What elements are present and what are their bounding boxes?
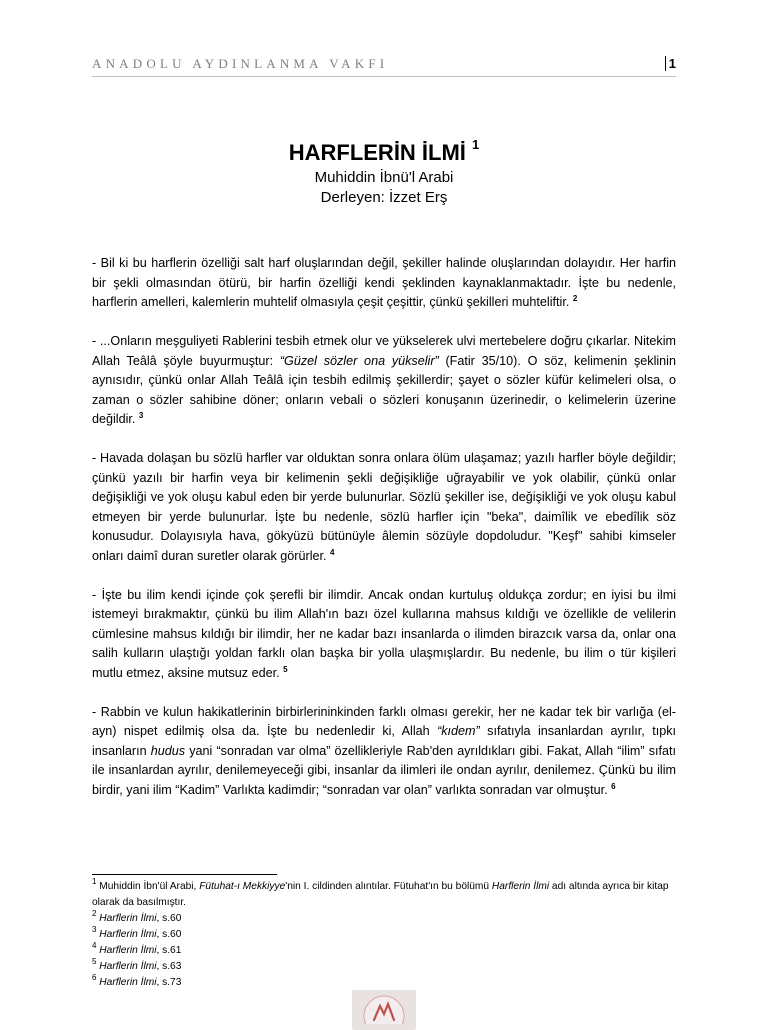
page-number-value: 1 [668,56,676,71]
footnote-ref: 6 [611,781,616,791]
paragraph [92,449,676,566]
term-italic: “kıdem” [437,724,480,738]
header-rule [92,76,676,77]
document-title [92,138,676,168]
footnote-italic: Harflerin İlmi [99,977,157,988]
paragraph-text: - Bil ki bu harflerin özelliği salt harf oluşlarından değil, şekiller halinde oluşlarından dolayıdır. Her harfin bir şekli olmasından ötürü, bir harfin özelliği kendi şeklinden kaynaklanmaktadır. İşte bu nedenle, harflerin amelleri, kalemlerin muhtelif olmasıyla çeşit çeşittir, çünkü şekilleri muhteliftir. [92,256,676,309]
footnote-number: 6 [92,973,97,982]
author-line: Muhiddin İbnü'l Arabi [314,169,454,186]
paragraph [92,332,676,430]
page-number [665,56,676,71]
paragraph [92,703,676,801]
footnote-italic: Harflerin İlmi [99,913,157,924]
footnote-italic: Harflerin İlmi [491,881,550,892]
page-header [92,56,676,76]
footnote-ref: 5 [283,664,288,674]
footnote-separator [92,874,277,875]
footnote-italic: Fütuhat-ı Mekkiyye [199,881,286,892]
quote-italic: “Güzel sözler ona yükselir” [279,353,439,368]
term-italic: hudus [150,743,186,758]
footnote [92,927,676,943]
organization-name: ANADOLU AYDINLANMA VAKFI [92,56,389,71]
paragraph [92,586,676,684]
footnote-text: , s.73 [156,977,182,988]
footnote-ref: 3 [138,411,144,420]
body-text [92,254,676,820]
footnote-number: 3 [92,925,97,934]
paragraph-text: sıfatıyla insanlardan ayrılır, tıpkı insanların [92,724,676,758]
footnote-text: adı altında ayrıca bir kitap olarak da basılmıştır. [92,881,669,908]
footnote [92,879,676,911]
footnote-text: , s.63 [156,961,182,972]
compiler-line: Derleyen: İzzet Erş [320,189,448,206]
paragraph-text: yani “sonradan var olma” özellikleriyle Rab'den ayrıldıkları gibi. Fakat, Allah “ilim” sıfatı ile insanlardan ayrılır, denilemeyeceği gibi, insanlar da ilimleri ile ondan ayrılır, denilemez. Çünkü bu ilim birdir, yani ilim “Kadim” Varlıkta kadimdir; “sonradan var olan” varlıkta sonradan var olmuştur. [92,743,676,797]
title-text: HARFLERİN İLMİ [288,140,466,165]
title-block [92,138,676,208]
footnote-number: 5 [92,957,97,966]
paragraph-text: - ...Onların meşguliyeti Rablerini tesbih etmek olur ve yükselerek ulvi mertebelere doğru çıkarlar. Nitekim Allah Teâlâ şöyle buyurmuştur: [92,334,676,368]
footnote [92,911,676,927]
foundation-logo [352,990,416,1030]
footnote-number: 1 [92,877,97,886]
paragraph-text: - Havada dolaşan bu sözlü harfler var olduktan sonra onlara ölüm ulaşamaz; yazılı harfler böyle değildir; çünkü yazılı bir harfin veya bir kelimenin şekli değişikliğe uğrayabilir ve yok olabilir, çünkü onlar değişikliği ve yok oluşu kabul eden bir yerde bulunurlar. Sözlü şekiller ise, değişikliği ve yok oluşu kabul etmeyen bir yerde bulunurlar. İşte bu nedenle, sözlü harfler için "beka", daimîlik ve ebedîlik söz konusudur. Dolayısıyla hava, gökyüzü bütünüyle âlemin sözüyle dopdoludur. "Keşf" sahibi kimseler onları daimî duran suretler olarak görürler. [92,451,676,563]
footnote-number: 4 [92,941,97,950]
footnote [92,943,676,959]
footnote-text: 'nin I. cildinden alıntılar. Fütuhat'ın bu bölümü [285,881,492,892]
footnotes [92,879,676,991]
paragraph [92,254,676,313]
footnote [92,959,676,975]
title-footnote-ref: 1 [472,137,480,152]
footnote-text: , s.61 [156,945,182,956]
footnote-number: 2 [92,909,97,918]
paragraph-text: - İşte bu ilim kendi içinde çok şerefli bir ilimdir. Ancak ondan kurtuluş oldukça zordur; en iyisi bu ilmi istemeyi bırakmaktır, çünkü bu ilim Allah'ın bazı özel kullarına mahsus kıldığı ve özellikle de velilerin cümlesine mahsus kıldığı bir ilimdir, her ne kadar bazı insanlarda o ilimden birazcık varsa da, onlar ona salih kulların ulaştığı yoldan farklı olan başka bir yolla ulaşmışlardır. Bu nedenle, bu ilim o tür kişileri mutlu etmez, aksine mutsuz eder. [92,587,676,680]
footnote-text: , s.60 [156,929,182,940]
footnote [92,975,676,991]
footnote-italic: Harflerin İlmi [99,929,157,940]
page-number-divider [665,56,666,71]
footnote-ref: 2 [572,294,578,303]
logo-emblem-icon [352,990,416,1024]
paragraph-text: - Rabbin ve kulun hakikatlerinin birbirlerininkinden farklı olması gerekir, her ne kadar tek bir varlığa (el-ayn) nispet edilmiş olsa da. İşte bu nedenledir ki, Allah [92,704,676,738]
footnote-italic: Harflerin İlmi [99,945,157,956]
footnote-ref: 4 [330,547,335,557]
footnote-text: , s.60 [156,913,182,924]
paragraph-text: (Fatir 35/10). O söz, kelimenin şeklinin aynısıdır, çünkü onlar Allah Teâlâ için tesbih edilmiş şekillerdir; şayet o sözler küfür kelimeleri olsa, o zaman o sözler sahibine döner; onların vebali o sözleri konuşanın üzerinedir, o kelimelerin üzerine değildir. [92,353,676,426]
footnote-italic: Harflerin İlmi [99,961,157,972]
footnote-text: Muhiddin İbn'ül Arabi, [96,881,200,892]
